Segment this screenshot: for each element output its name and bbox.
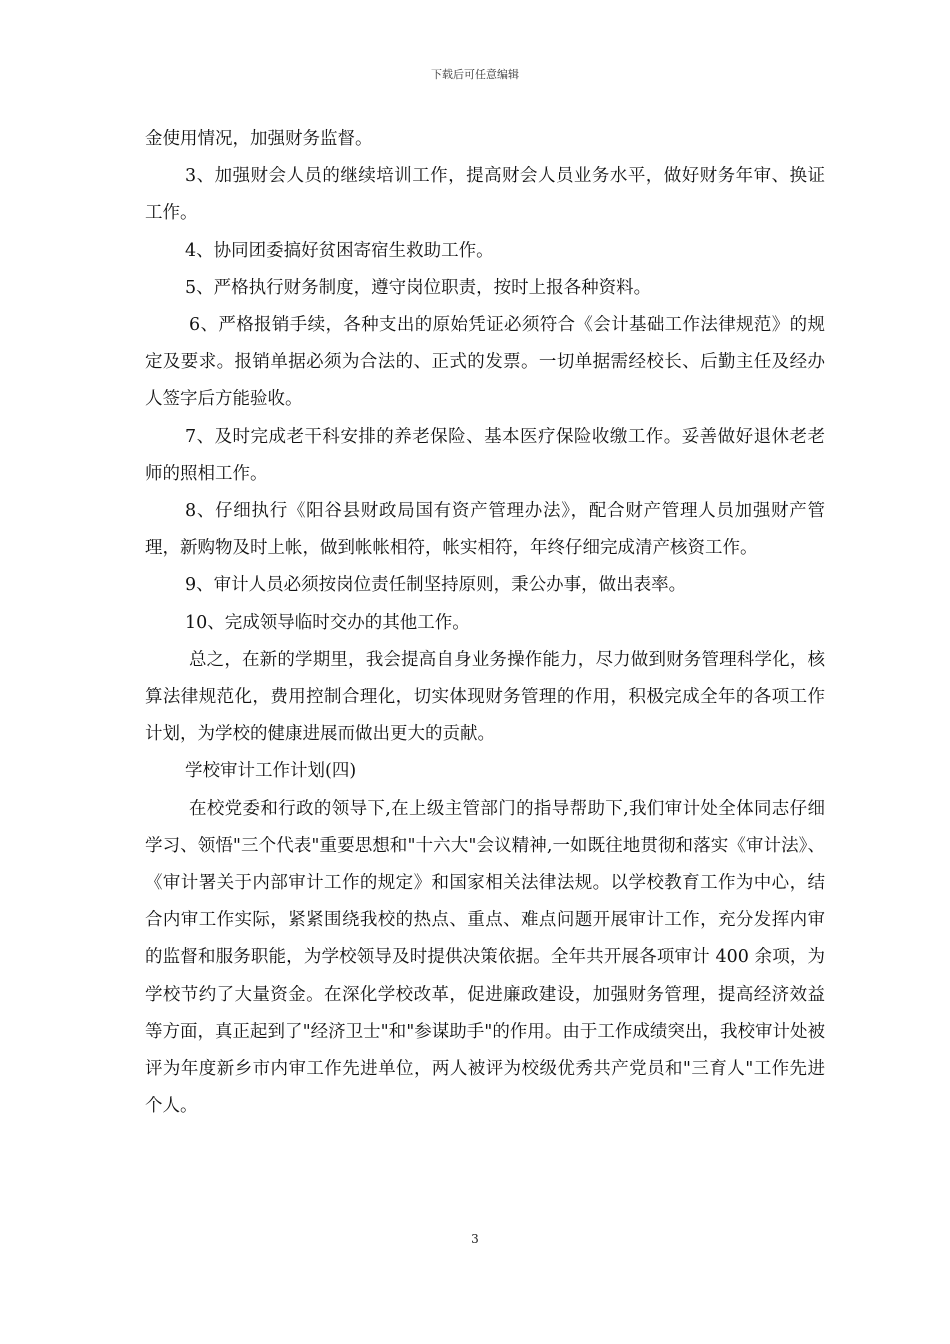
paragraph-item-8: 8、仔细执行《阳谷县财政局国有资产管理办法》，配合财产管理人员加强财产管理，新购物及时上帐，做到帐帐相符，帐实相符，年终仔细完成清产核资工作。 (145, 501, 825, 559)
paragraph-item-4: 4、协同团委搞好贫困寄宿生救助工作。 (185, 240, 494, 261)
paragraph-item-9: 9、审计人员必须按岗位责任制坚持原则，秉公办事，做出表率。 (185, 575, 687, 596)
paragraph-summary: 总之，在新的学期里，我会提高自身业务操作能力，尽力做到财务管理科学化，核算法律规范化，费用控制合理化，切实体现财务管理的作用，积极完成全年的各项工作计划，为学校的健康进展而做出更大的贡献。 (145, 649, 825, 745)
paragraph-item-5: 5、严格执行财务制度，遵守岗位职责，按时上报各种资料。 (185, 277, 652, 298)
paragraph-continuation: 金使用情况，加强财务监督。 (145, 129, 373, 149)
page-number: 3 (471, 1232, 479, 1246)
section-heading: 学校审计工作计划(四) (185, 761, 357, 782)
paragraph-item-6: 6、严格报销手续，各种支出的原始凭证必须符合《会计基础工作法律规范》的规定及要求。报销单据必须为合法的、正式的发票。一切单据需经校长、后勤主任及经办人签字后方能验收。 (145, 315, 825, 410)
paragraph-item-7: 7、及时完成老干科安排的养老保险、基本医疗保险收缴工作。妥善做好退休老老师的照相工作。 (145, 426, 825, 484)
paragraph-audit-intro: 在校党委和行政的领导下,在上级主管部门的指导帮助下,我们审计处全体同志仔细学习、领悟"三个代表"重要思想和"十六大"会议精神,一如既往地贯彻和落实《审计法》、《审计署关于内部审计工作的规定》和国家相关法律法规。以学校教育工作为中心，结合内审工作实际，紧紧围绕我校的热点、重点、难点问题开展审计工作，充分发挥内审的监督和服务职能，为学校领导及时提供决策依据。全年共开展各项审计 400 余项，为学校节约了大量资金。在深化学校改革，促进廉政建设，加强财务管理，提高经济效益等方面，真正起到了"经济卫士"和"参谋助手"的作用。由于工作成绩突出，我校审计处被评为年度新乡市内审工作先进单位，两人被评为校级优秀共产党员和"三育人"工作先进个人。 (145, 798, 825, 1117)
document-body (145, 121, 825, 1125)
paragraph-item-10: 10、完成领导临时交办的其他工作。 (185, 612, 470, 633)
page-header: 下载后可任意编辑 (431, 68, 519, 81)
paragraph-item-3: 3、加强财会人员的继续培训工作，提高财会人员业务水平，做好财务年审、换证工作。 (145, 166, 825, 224)
